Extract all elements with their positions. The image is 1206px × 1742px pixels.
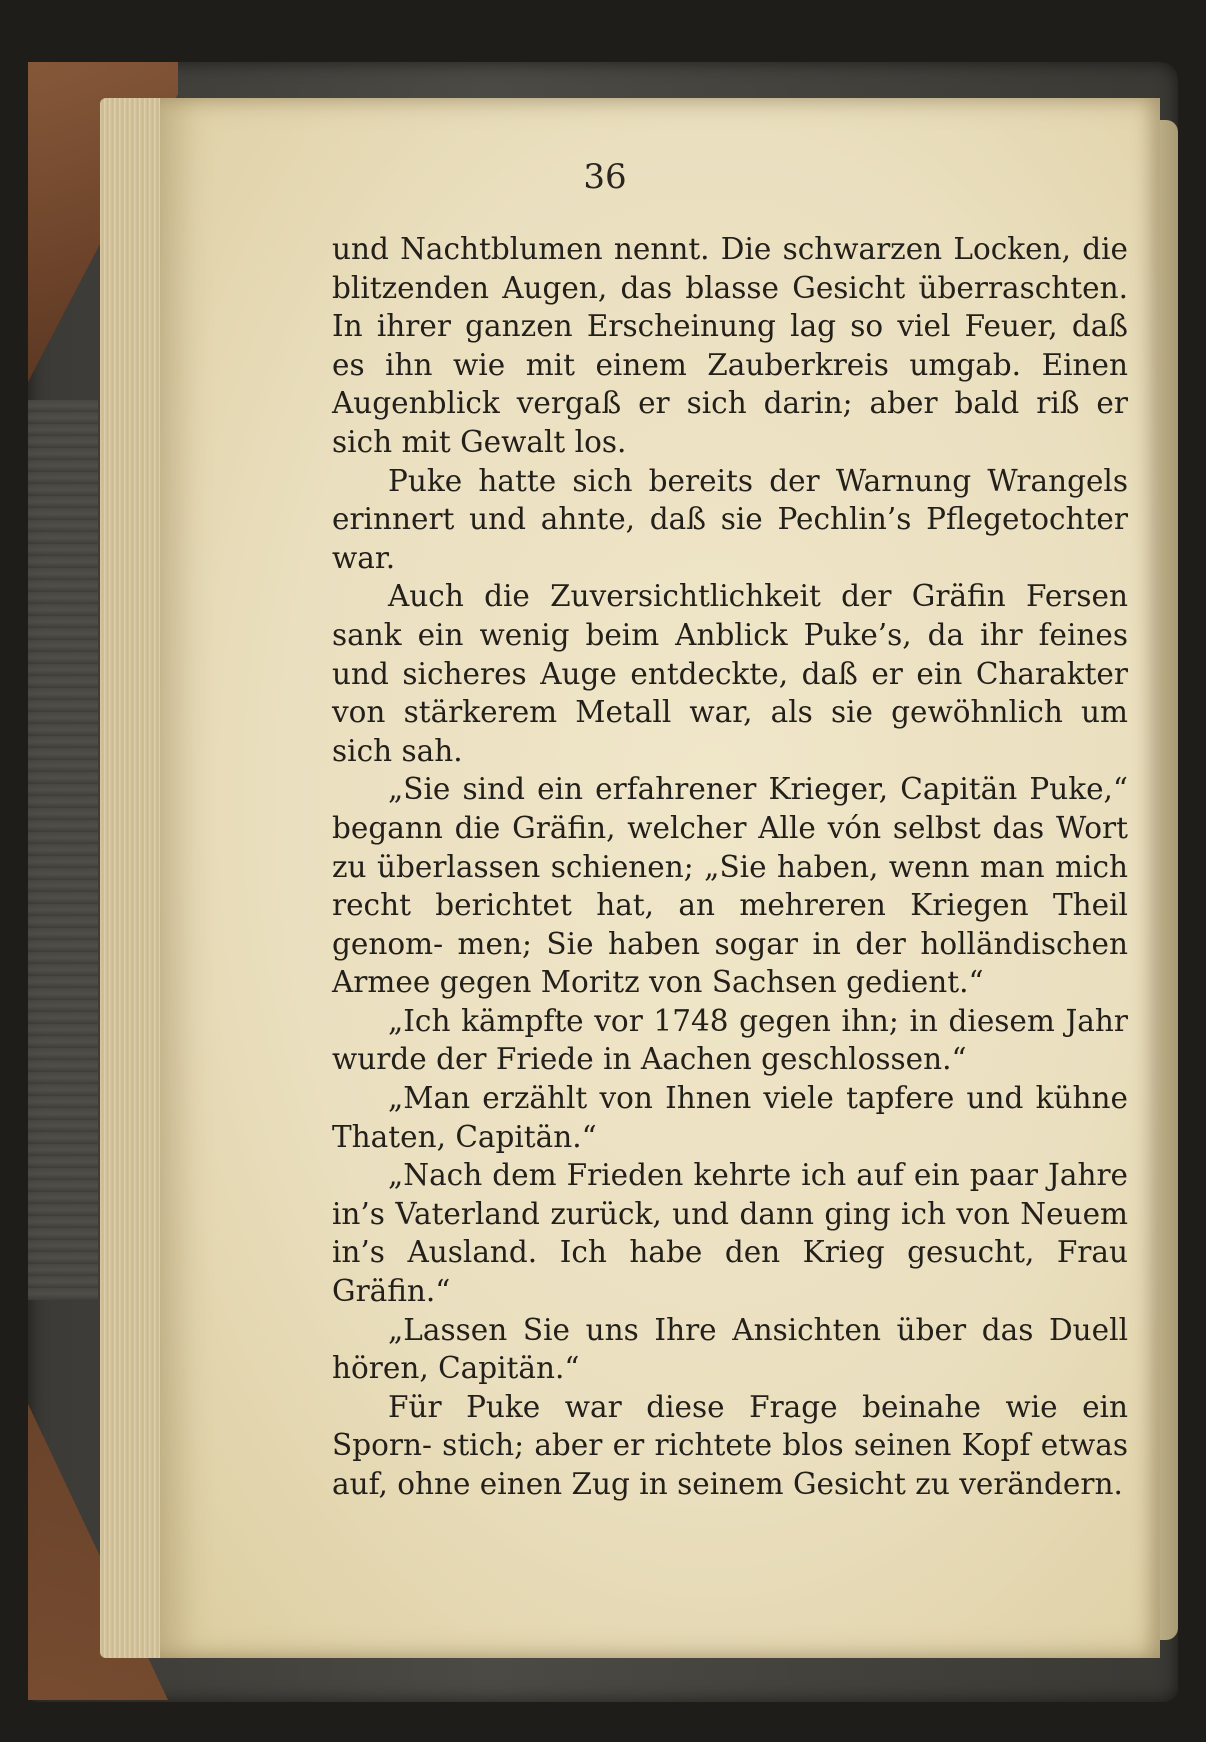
page-stack-left	[100, 98, 160, 1658]
page-text	[332, 230, 1128, 1504]
page-number: 36	[583, 157, 627, 197]
paragraph: Für Puke war diese Frage beinahe wie ein Sporn- stich; aber er richtete blos seinen Kopf etwas auf, ohne einen Zug in seinem Gesicht zu verändern.	[332, 1389, 1128, 1501]
paragraph: „Nach dem Frieden kehrte ich auf ein paar Jahre in’s Vaterland zurück, und dann ging ich von Neuem in’s Ausland. Ich habe den Krieg gesucht, Frau Gräfin.“	[332, 1158, 1128, 1309]
paragraph: „Man erzählt von Ihnen viele tapfere und kühne Thaten, Capitän.“	[332, 1081, 1128, 1154]
paragraph: und Nachtblumen nennt. Die schwarzen Locken, die blitzenden Augen, das blasse Gesicht überraschten. In ihrer ganzen Erscheinung lag so viel Feuer, daß es ihn wie mit einem Zauberkreis umgab. Einen Augenblick vergaß er sich darin; aber bald riß er sich mit Gewalt los.	[332, 232, 1128, 459]
paragraph: „Sie sind ein erfahrener Krieger, Capitän Puke,“ begann die Gräfin, welcher Alle vón selbst das Wort zu überlassen schienen; „Sie haben, wenn man mich recht berichtet hat, an mehreren Kriegen Theil genom- men; Sie haben sogar in der holländischen Armee gegen Moritz von Sachsen gedient.“	[332, 772, 1128, 1000]
paragraph: „Lassen Sie uns Ihre Ansichten über das Duell hören, Capitän.“	[332, 1312, 1128, 1386]
paragraph: Puke hatte sich bereits der Warnung Wrangels erinnert und ahnte, daß sie Pechlin’s Pflegetochter war.	[332, 463, 1128, 575]
cover-cloth	[28, 400, 98, 1300]
paragraph: „Ich kämpfte vor 1748 gegen ihn; in diesem Jahr wurde der Friede in Aachen geschlossen.“	[332, 1003, 1128, 1077]
paragraph: Auch die Zuversichtlichkeit der Gräfin Fersen sank ein wenig beim Anblick Puke’s, da ihr feines und sicheres Auge entdeckte, daß er ein Charakter von stärkerem Metall war, als sie gewöhnlich um sich sah.	[332, 579, 1128, 768]
